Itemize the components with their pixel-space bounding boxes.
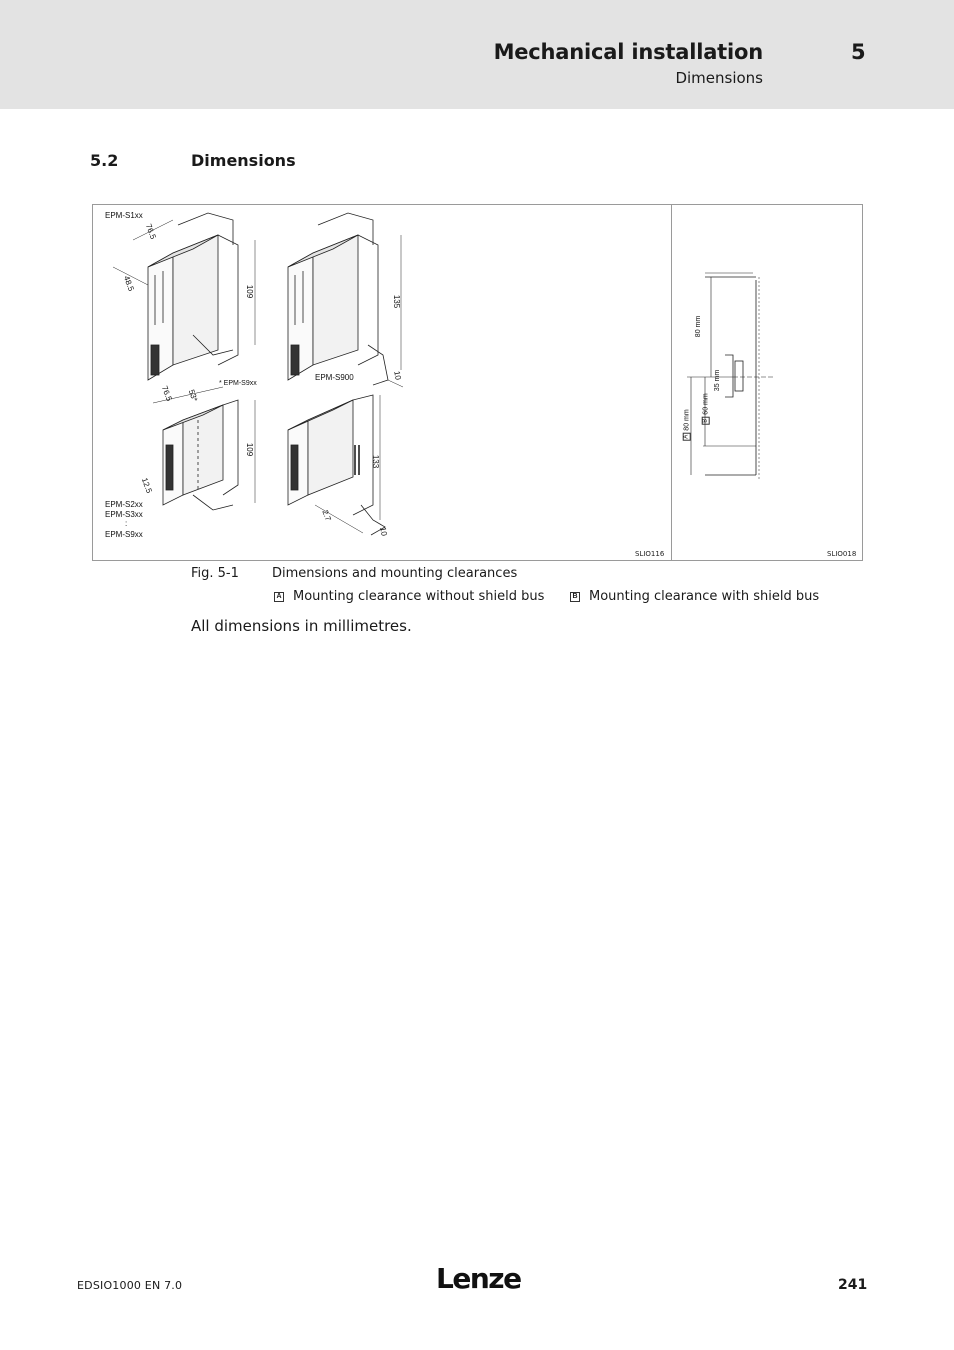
label-colon: : (125, 519, 128, 528)
dim-80mm-top: 80 mm (695, 315, 703, 338)
dim-109-bottom: 109 (245, 442, 255, 457)
dim-10-top: 10 (392, 370, 403, 381)
label-epm-s900: EPM-S900 (315, 373, 354, 382)
legend-text-a: Mounting clearance without shield bus (293, 589, 545, 604)
dim-2-7: 2.7 (320, 508, 333, 523)
label-epm-s1xx: EPM-S1xx (105, 211, 143, 220)
label-epm-s9xx: EPM-S9xx (105, 530, 143, 539)
mounting-clearance-drawing (687, 273, 775, 480)
module-drawings (93, 205, 864, 562)
dim-35mm: 35 mm (714, 369, 722, 392)
dim-135: 135 (392, 294, 402, 309)
dimensions-figure (92, 204, 863, 561)
dim-76-5-top: 76.5 (143, 222, 158, 241)
module-drawing-s1xx (113, 213, 255, 380)
legend-key-b: B (570, 592, 580, 602)
dim-76-5-bottom: 76.5 (159, 384, 174, 403)
label-epm-s2xx: EPM-S2xx (105, 500, 143, 509)
section-number: 5.2 (90, 151, 119, 170)
legend-item-a (274, 589, 544, 604)
figure-code-left: SLIO116 (635, 550, 665, 558)
chapter-title: Mechanical installation (493, 40, 763, 64)
figure-caption-text: Dimensions and mounting clearances (272, 566, 518, 581)
legend-key-a: A (274, 592, 284, 602)
module-drawing-s900 (288, 213, 403, 387)
clearance-key-a: A (683, 434, 690, 439)
dim-60mm: 60 mm (702, 393, 710, 415)
dim-12-5: 12.5 (139, 476, 154, 495)
dim-133: 133 (371, 454, 381, 469)
dim-109-top: 109 (245, 284, 255, 299)
figure-caption-number: Fig. 5-1 (191, 566, 239, 581)
page-header (0, 0, 954, 109)
dim-48-5: 48.5 (121, 274, 136, 293)
dim-53-star: 53* (186, 388, 200, 403)
legend-text-b: Mounting clearance with shield bus (589, 589, 820, 604)
legend-item-b (570, 589, 819, 604)
module-drawing-s2xx (153, 384, 255, 510)
dim-10-bottom: 10 (378, 526, 389, 537)
figure-code-right: SLIO018 (827, 550, 857, 558)
clearance-key-b: B (702, 418, 709, 423)
chapter-subtitle: Dimensions (675, 69, 763, 87)
dim-80mm-bottom: 80 mm (683, 409, 691, 431)
dimensions-note: All dimensions in millimetres. (191, 617, 412, 635)
dim-80mm-bottom-group (683, 409, 691, 440)
label-epm-s3xx: EPM-S3xx (105, 510, 143, 519)
lenze-logo: Lenze (436, 1262, 521, 1295)
section-title: Dimensions (191, 151, 296, 170)
dim-60mm-group (702, 393, 710, 424)
page-number: 241 (838, 1277, 868, 1293)
chapter-number: 5 (851, 40, 866, 64)
label-epm-s9xx-star: * EPM-S9xx (219, 380, 257, 387)
footer-document-id: EDSIO1000 EN 7.0 (77, 1279, 183, 1292)
